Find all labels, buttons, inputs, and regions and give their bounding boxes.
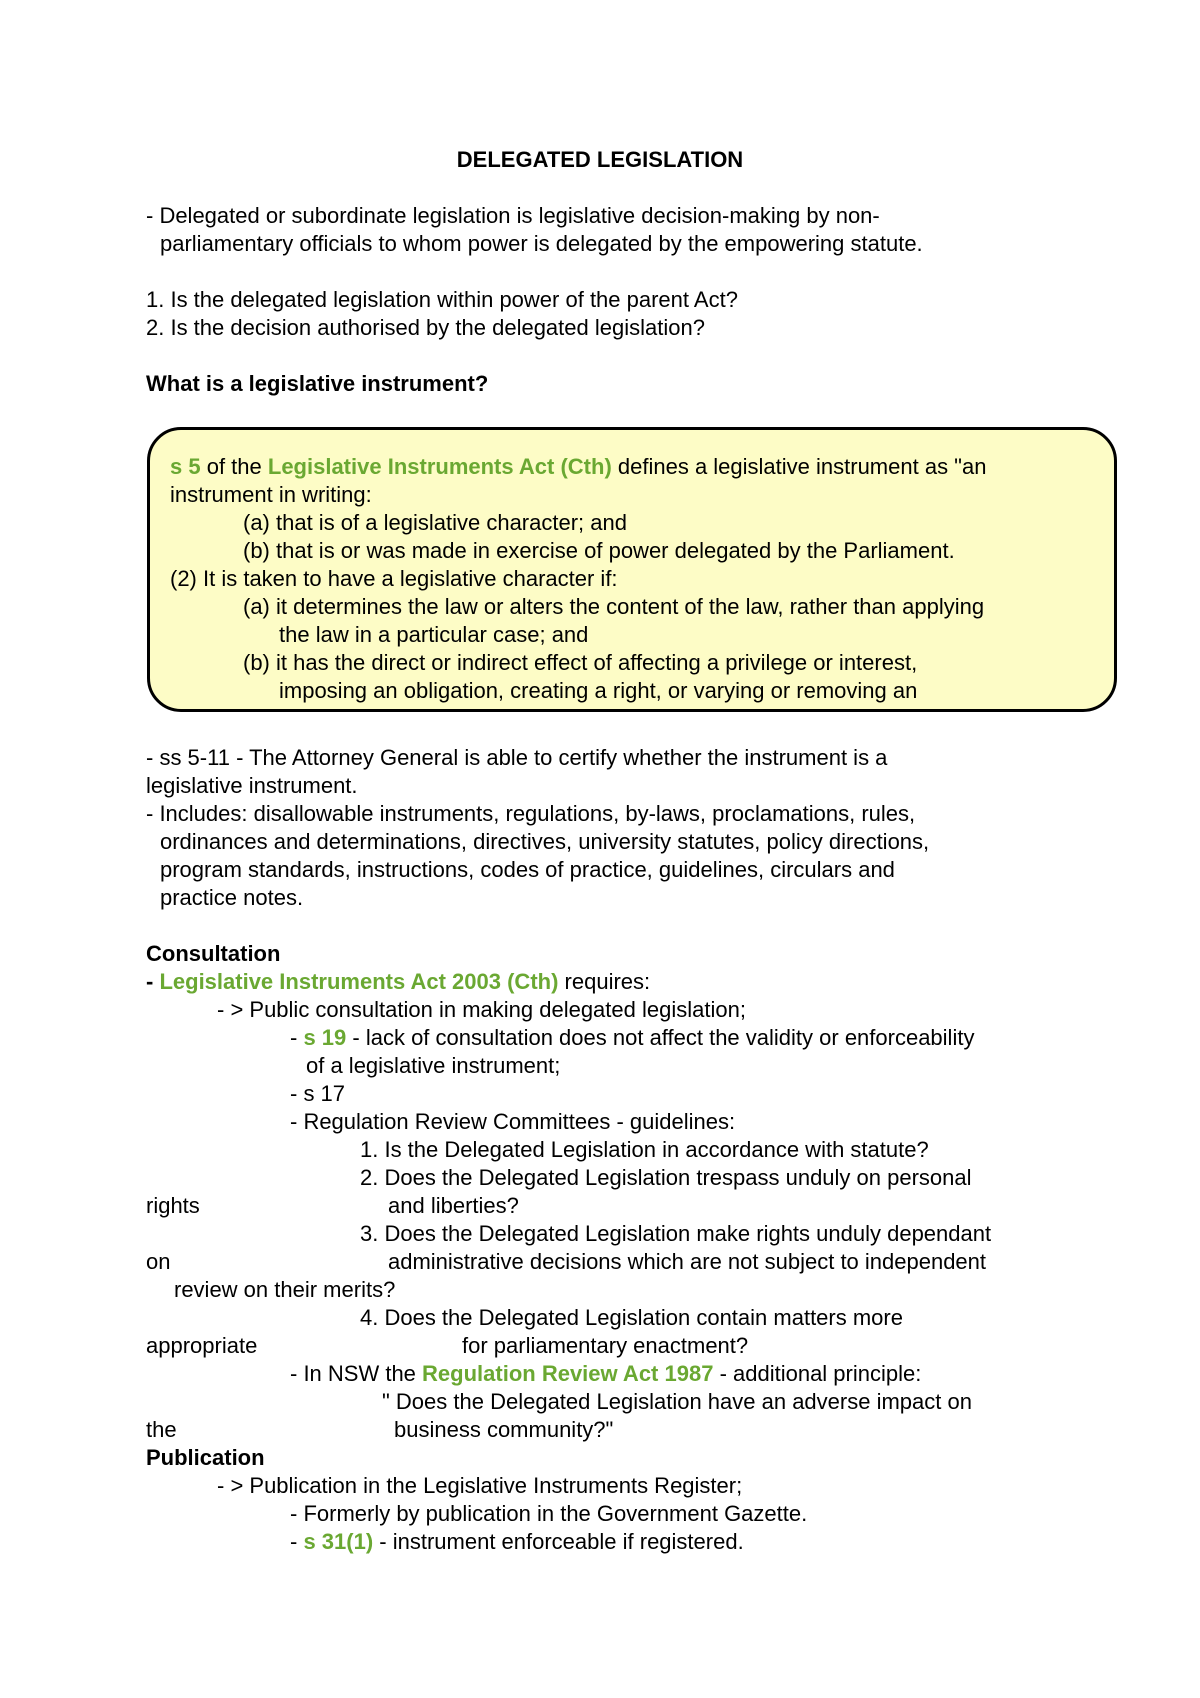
ss-line-1: - ss 5-11 - The Attorney General is able to certify whether the instrument is a bbox=[146, 745, 888, 770]
question-2: 2. Is the decision authorised by the delegated legislation? bbox=[146, 315, 705, 340]
consultation-act-line bbox=[146, 968, 650, 996]
publication-line-1: - > Publication in the Legislative Instruments Register; bbox=[217, 1473, 743, 1498]
principle-question: " Does the Delegated Legislation have an adverse impact on bbox=[382, 1389, 972, 1414]
box-text: of the bbox=[200, 454, 268, 479]
guideline-2: 2. Does the Delegated Legislation trespass unduly on personal bbox=[360, 1165, 972, 1190]
includes-line-3: program standards, instructions, codes of practice, guidelines, circulars and bbox=[160, 857, 895, 882]
guideline-3-cont-2: review on their merits? bbox=[174, 1277, 396, 1302]
guideline-2-cont: and liberties? bbox=[388, 1193, 519, 1218]
question-1: 1. Is the delegated legislation within power of the parent Act? bbox=[146, 287, 738, 312]
box-line-5: (2) It is taken to have a legislative character if: bbox=[170, 566, 618, 591]
requires-text: requires: bbox=[558, 969, 651, 994]
definition-callout-box bbox=[147, 427, 1117, 712]
rrc-line: - Regulation Review Committees - guidelines: bbox=[290, 1109, 736, 1134]
principle-cont: business community?" bbox=[394, 1417, 614, 1442]
heading-publication: Publication bbox=[146, 1445, 265, 1470]
publication-line-2: - Formerly by publication in the Government Gazette. bbox=[290, 1501, 808, 1526]
guideline-1: 1. Is the Delegated Legislation in accordance with statute? bbox=[360, 1137, 929, 1162]
guideline-4-left: appropriate bbox=[146, 1333, 258, 1358]
section-ref-s19: s 19 bbox=[303, 1025, 347, 1050]
heading-consultation: Consultation bbox=[146, 941, 281, 966]
includes-line-1: - Includes: disallowable instruments, regulations, by-laws, proclamations, rules, bbox=[146, 801, 916, 826]
box-line-3: (a) that is of a legislative character; and bbox=[243, 510, 627, 535]
nsw-text-2: - additional principle: bbox=[713, 1361, 922, 1386]
publication-line-3 bbox=[290, 1528, 744, 1556]
box-line-2: instrument in writing: bbox=[170, 482, 372, 507]
dash: - bbox=[290, 1025, 304, 1050]
act-name-lia: Legislative Instruments Act (Cth) bbox=[267, 454, 612, 479]
nsw-text: - In NSW the bbox=[290, 1361, 423, 1386]
box-line-8: (b) it has the direct or indirect effect of affecting a privilege or interest, bbox=[243, 650, 918, 675]
guideline-4-cont: for parliamentary enactment? bbox=[462, 1333, 749, 1358]
act-name-rra-1987: Regulation Review Act 1987 bbox=[422, 1361, 714, 1386]
s19-continuation: of a legislative instrument; bbox=[306, 1053, 561, 1078]
intro-line-1: - Delegated or subordinate legislation is legislative decision-making by non- bbox=[146, 203, 880, 228]
box-line-9: imposing an obligation, creating a right, or varying or removing an bbox=[279, 678, 918, 703]
includes-line-2: ordinances and determinations, directives, university statutes, policy directions, bbox=[160, 829, 930, 854]
dash: - bbox=[290, 1529, 304, 1554]
public-consultation-line: - > Public consultation in making delegated legislation; bbox=[217, 997, 746, 1022]
box-line-6: (a) it determines the law or alters the content of the law, rather than applying bbox=[243, 594, 985, 619]
ss-line-2: legislative instrument. bbox=[146, 773, 358, 798]
nsw-line bbox=[290, 1360, 921, 1388]
section-ref-s31: s 31(1) bbox=[303, 1529, 374, 1554]
box-line-7: the law in a particular case; and bbox=[279, 622, 589, 647]
principle-left: the bbox=[146, 1417, 177, 1442]
guideline-4: 4. Does the Delegated Legislation contain matters more bbox=[360, 1305, 903, 1330]
guideline-3-cont: administrative decisions which are not subject to independent bbox=[388, 1249, 987, 1274]
s17-line: - s 17 bbox=[290, 1081, 346, 1106]
s19-text: - lack of consultation does not affect the validity or enforceability bbox=[346, 1025, 975, 1050]
box-text: defines a legislative instrument as "an bbox=[611, 454, 987, 479]
box-line-4: (b) that is or was made in exercise of power delegated by the Parliament. bbox=[243, 538, 955, 563]
intro-line-2: parliamentary officials to whom power is delegated by the empowering statute. bbox=[160, 231, 923, 256]
act-name-lia-2003: Legislative Instruments Act 2003 (Cth) bbox=[159, 969, 559, 994]
page-title: DELEGATED LEGISLATION bbox=[456, 147, 744, 172]
s19-line bbox=[290, 1024, 974, 1052]
s31-text: - instrument enforceable if registered. bbox=[373, 1529, 744, 1554]
heading-legislative-instrument: What is a legislative instrument? bbox=[146, 371, 489, 396]
guideline-2-left: rights bbox=[146, 1193, 200, 1218]
includes-line-4: practice notes. bbox=[160, 885, 304, 910]
guideline-3: 3. Does the Delegated Legislation make rights unduly dependant bbox=[360, 1221, 992, 1246]
box-line-1 bbox=[170, 453, 986, 481]
dash: - bbox=[146, 969, 160, 994]
section-ref-s5: s 5 bbox=[170, 454, 201, 479]
guideline-3-left: on bbox=[146, 1249, 171, 1274]
